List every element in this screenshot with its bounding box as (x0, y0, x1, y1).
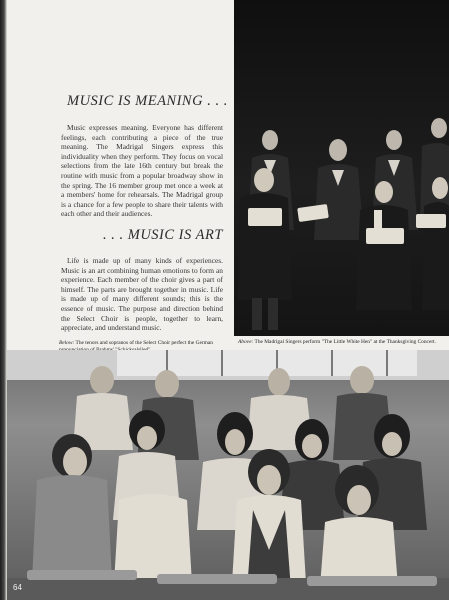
music-is-meaning-paragraph: Music expresses meaning. Everyone has different feelings, each contributing a piece of the true meaning. The Madrigal Singers express this individuality when they perform. They focus on vocal selections from the late 16th century but break the routine with music from a popular broadway show in the spring. The 16 member group met once a week at a members' home for rehearsals. The Madrigal group is a chance for a few people to share their talents with each other and their audiences. (61, 123, 223, 219)
caption-below-text: The tenors and sopranos of the Select Choir perfect the German (75, 340, 213, 346)
page-number: 64 (13, 583, 22, 592)
select-choir-photo (7, 350, 449, 600)
caption-below-label: Below: (59, 340, 75, 346)
caption-above (238, 339, 448, 346)
music-is-art-heading: . . . MUSIC IS ART (103, 227, 223, 243)
caption-above-text: The Madrigal Singers perform "The Little White Hen" at the Thanksgiving Concert. (254, 339, 436, 345)
page-edge (0, 0, 7, 600)
music-is-meaning-heading: MUSIC IS MEANING . . . (67, 93, 228, 109)
madrigal-singers-photo (234, 0, 449, 336)
music-is-art-paragraph: Life is made up of many kinds of experiences. Music is an art combining human emotions to form an experience. Each member of the choir gives a part of himself. The parts are brought together in music. Life is made up of many different sounds; this is the essence of music. The purpose and direction behind the Select Choir is people, together to learn, appreciate, and understand music. (61, 256, 223, 333)
caption-above-label: Above: (238, 339, 254, 345)
